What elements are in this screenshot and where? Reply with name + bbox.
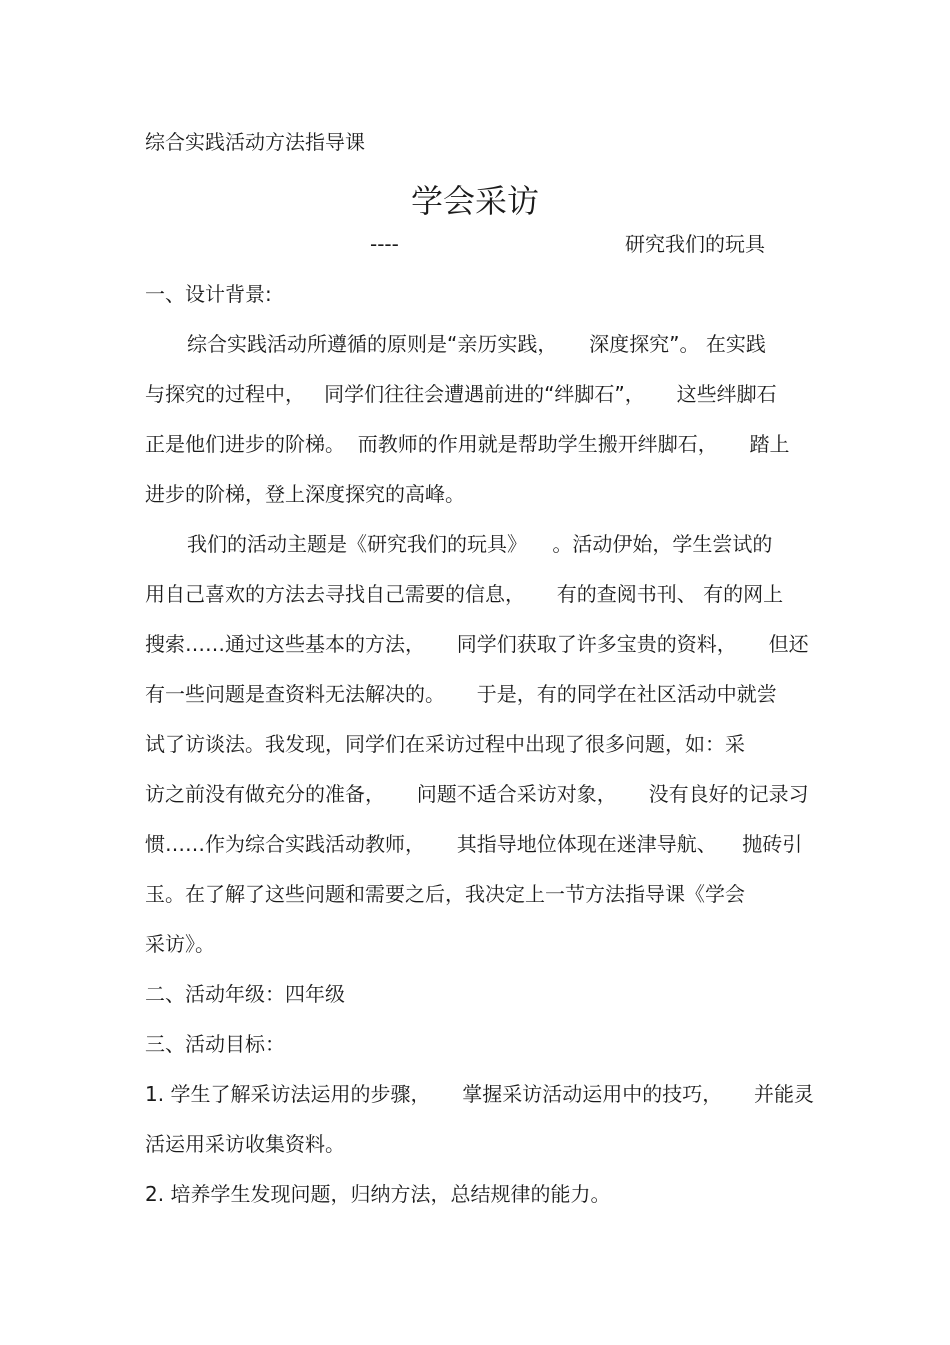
course-type: 综合实践活动方法指导课 [145,130,365,154]
paragraph-line: 有一些问题是查资料无法解决的。 于是，有的同学在社区活动中就尝 [145,682,777,706]
paragraph-line: 采访》。 [145,932,215,956]
paragraph-line: 用自己喜欢的方法去寻找自己需要的信息， 有的查阅书刊、 有的网上 [145,582,784,606]
paragraph-line: 玉。在了解了这些问题和需要之后，我决定上一节方法指导课《学会 [145,882,745,906]
subtitle-dash: ---- [370,232,399,256]
paragraph-line: 综合实践活动所遵循的原则是“亲历实践， 深度探究”。 在实践 [187,332,766,356]
paragraph-line: 进步的阶梯，登上深度探究的高峰。 [145,482,465,506]
page-title: 学会采访 [410,182,539,220]
paragraph-line: 正是他们进步的阶梯。 而教师的作用就是帮助学生搬开绊脚石， 踏上 [145,432,790,456]
goal-item: 1. 学生了解采访法运用的步骤， 掌握采访活动运用中的技巧， 并能灵 [145,1082,815,1106]
section2-grade: 二、活动年级：四年级 [145,982,345,1006]
goal-item: 2. 培养学生发现问题，归纳方法，总结规律的能力。 [145,1182,611,1206]
paragraph-line: 与探究的过程中， 同学们往往会遭遇前进的“绊脚石”， 这些绊脚石 [145,382,777,406]
paragraph-line: 试了访谈法。我发现，同学们在采访过程中出现了很多问题，如：采 [145,732,745,756]
section1-heading: 一、设计背景: [145,282,272,306]
subtitle-text: 研究我们的玩具 [625,232,765,256]
goal-item: 活运用采访收集资料。 [145,1132,345,1156]
paragraph-line: 惯……作为综合实践活动教师， 其指导地位体现在迷津导航、 抛砖引 [145,832,803,856]
paragraph-line: 我们的活动主题是《研究我们的玩具》 。活动伊始，学生尝试的 [187,532,773,556]
paragraph-line: 搜索……通过这些基本的方法， 同学们获取了许多宝贵的资料， 但还 [145,632,809,656]
paragraph-line: 访之前没有做充分的准备， 问题不适合采访对象， 没有良好的记录习 [145,782,809,806]
section3-heading: 三、活动目标： [145,1032,285,1056]
